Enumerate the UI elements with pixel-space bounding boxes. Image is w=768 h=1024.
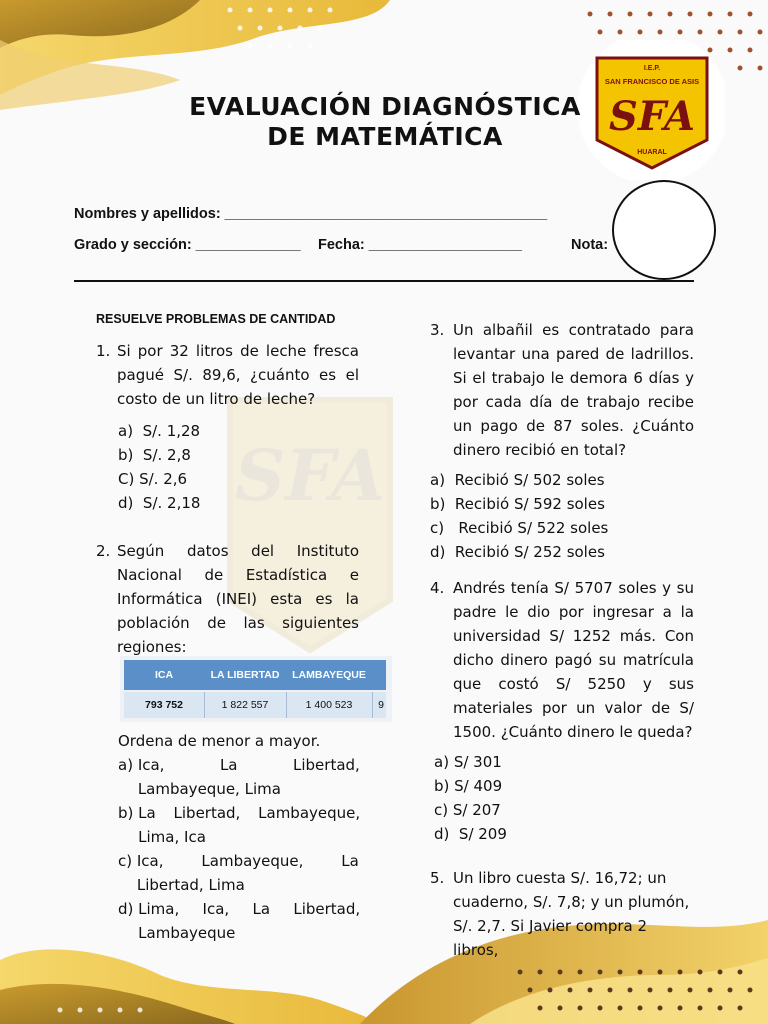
option-item[interactable]: b) La Libertad, Lambayeque, Lima, Ica (118, 804, 361, 846)
page-title (150, 92, 620, 152)
option-item[interactable]: c) Ica, Lambayeque, La Libertad, Lima (118, 852, 359, 894)
header-divider (74, 280, 694, 282)
population-table (120, 656, 392, 722)
q2-answer-block (118, 729, 362, 945)
question-2 (96, 539, 362, 659)
option-item[interactable]: b) S/. 2,8 (118, 446, 191, 464)
note-label: Nota: (571, 237, 609, 253)
grade-field[interactable]: Grado y sección: _____________ (74, 237, 301, 253)
date-field[interactable]: Fecha: ___________________ (318, 237, 522, 253)
table-cell: 1 822 557 (221, 699, 269, 711)
question-text: Un albañil es contratado para levantar una pared de ladrillos. Si el trabajo le demora 6 días y por cada día de trabajo recibe un pago de 87 soles. ¿Cuánto dinero recibió en total? (453, 321, 694, 459)
question-instruction: Ordena de menor a mayor. (118, 732, 321, 750)
question-text: Andrés tenía S/ 5707 soles y su padre le dio por ingresar a la universidad S/ 1252 más. Con dicho dinero pagó su matrícula que costó S/ 5250 y sus materiales por un valor de S/ 1500. ¿Cuánto dinero le queda? (453, 579, 694, 741)
grade-circle[interactable] (612, 180, 716, 280)
option-item[interactable]: a) Ica, La Libertad, Lambayeque, Lima (118, 756, 360, 798)
question-text: Según datos del Instituto Nacional de Estadística e Informática (INEI) esta es la población de las siguientes regiones: (117, 542, 359, 656)
left-column (96, 339, 362, 659)
option-item[interactable]: b) S/ 409 (434, 777, 503, 795)
logo-initials: SFA (609, 93, 695, 140)
question-1 (96, 339, 362, 411)
svg-text:SFA: SFA (234, 434, 386, 517)
table-cell: 1 400 523 (305, 699, 353, 711)
table-header: LAMBAYEQUE (292, 669, 366, 681)
question-number: 1. (96, 342, 111, 360)
title-line-2: DE MATEMÁTICA (267, 122, 503, 151)
table-cell: 793 752 (145, 699, 183, 711)
option-item[interactable]: a) S/ 301 (434, 753, 502, 771)
table-cell: 9 (378, 699, 384, 711)
name-field[interactable]: Nombres y apellidos: ________________________________________ (74, 206, 548, 222)
question-text: Un libro cuesta S/. 16,72; un cuaderno, S/. 7,8; y un plumón, S/. 2,7. Si Javier compra 2 libros, (453, 869, 690, 959)
question-number: 5. (430, 869, 445, 887)
option-item[interactable]: a) S/. 1,28 (118, 422, 201, 440)
option-item[interactable]: d) Lima, Ica, La Libertad, Lambayeque (118, 900, 361, 942)
q1-options (96, 419, 362, 515)
option-item[interactable]: d) S/ 209 (434, 825, 507, 843)
section-title: RESUELVE PROBLEMAS DE CANTIDAD (96, 312, 336, 326)
question-5 (430, 866, 695, 962)
q3-options (430, 468, 695, 564)
option-item[interactable]: a) Recibió S/ 502 soles (430, 471, 605, 489)
logo-top-text: I.E.P. (643, 65, 661, 72)
option-item[interactable]: c) S/ 207 (434, 801, 501, 819)
question-3 (430, 318, 695, 462)
question-text: Si por 32 litros de leche fresca pagué S/. 89,6, ¿cuánto es el costo de un litro de leche? (117, 342, 359, 408)
question-4 (430, 576, 695, 744)
option-item[interactable]: d) S/. 2,18 (118, 494, 201, 512)
q4-options (430, 750, 695, 846)
right-column (430, 318, 695, 962)
option-item[interactable]: b) Recibió S/ 592 soles (430, 495, 605, 513)
question-number: 4. (430, 579, 445, 597)
table-header: ICA (154, 669, 174, 681)
option-item[interactable]: C) S/. 2,6 (118, 470, 188, 488)
option-item[interactable]: d) Recibió S/ 252 soles (430, 543, 605, 561)
title-line-1: EVALUACIÓN DIAGNÓSTICA (189, 92, 581, 121)
question-number: 3. (430, 321, 445, 339)
question-number: 2. (96, 542, 111, 560)
option-item[interactable]: c) Recibió S/ 522 soles (430, 519, 609, 537)
logo-city-text: HUARAL (637, 149, 667, 156)
logo-name-text: SAN FRANCISCO DE ASIS (604, 77, 700, 86)
table-header: LA LIBERTAD (210, 669, 280, 681)
